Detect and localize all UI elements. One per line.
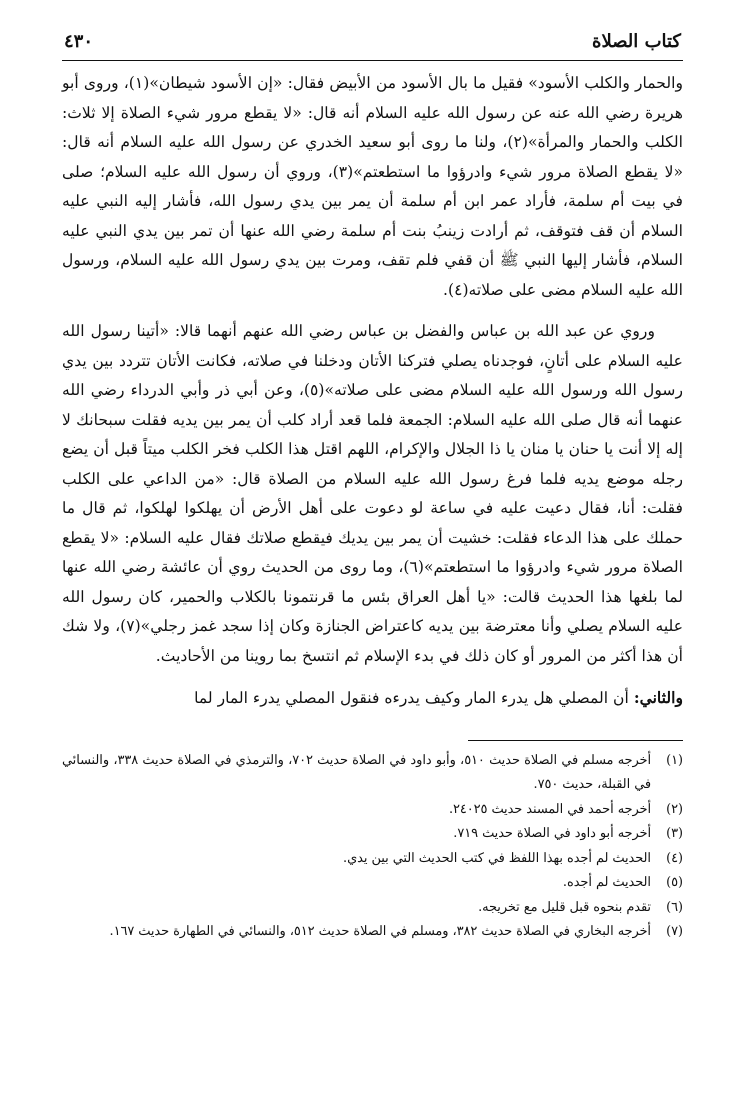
footnote-number: (١) — [666, 752, 683, 768]
book-title: كتاب الصلاة — [592, 31, 681, 52]
footnote — [62, 920, 683, 945]
footnote — [62, 798, 683, 823]
footnote-text: الحديث لم أجده. — [562, 875, 651, 890]
footnote-number: (٥) — [666, 875, 683, 890]
footnote-number: (٢) — [666, 801, 683, 817]
footnote — [62, 896, 683, 921]
footnote-text: الحديث لم أجده بهذا اللفظ في كتب الحديث التي بين يدي. — [343, 850, 651, 866]
running-head — [62, 30, 683, 61]
footnote-text: تقدم بنحوه قبل قليل مع تخريجه. — [478, 899, 651, 915]
footnote — [62, 822, 683, 847]
footnote-text: أخرجه مسلم في الصلاة حديث ٥١٠، وأبو داود في الصلاة حديث ٧٠٢، والترمذي في الصلاة حديث ٣٣٨، والنسائي في القبلة، حديث ٧٥٠. — [62, 752, 651, 792]
footnote-number: (٧) — [666, 924, 683, 939]
footnote-separator — [468, 740, 683, 741]
paragraph: والحمار والكلب الأسود» فقيل ما بال الأسود من الأبيض فقال: «إن الأسود شيطان»(١)، وروى أبو هريرة رضي الله عنه عن رسول الله عليه السلام أنه قال: «لا يقطع مرور شيء الصلاة إلا ثلاث: الكلب والحمار والمرأة»(٢)، ولنا ما روى أبو سعيد الخدري عن رسول الله عليه السلام أنه قال: «لا يقطع الصلاة مرور شيء وادرؤوا ما استطعتم»(٣)، وروي أن رسول الله عليه السلام؛ صلى في بيت أم سلمة، فأراد عمر ابن أم سلمة أن يمر بين يدي رسول الله، فأشار إليه النبي عليه السلام أن قف فتوقف، ثم أرادت زينبُ بنت أم سلمة رضي الله عنها أن تمر بين يدي النبي عليه السلام، فأشار إليها النبي ﷺ أن قفي فلم تقف، ومرت بين يدي رسول الله عليه السلام، ورسول الله عليه السلام مضى على صلاته(٤). — [62, 74, 683, 299]
paragraph: وروي عن عبد الله بن عباس والفضل بن عباس رضي الله عنهم أنهما قالا: «أتينا رسول الله عليه السلام على أتانٍ، فوجدناه يصلي فتركنا الأتان ودخلنا في صلاته، فكانت الأتان تتردد بين يدي رسول الله ورسول الله عليه السلام مضى على صلاته»(٥)، وعن أبي ذر وأبي الدرداء رضي الله عنهما أنه قال صلى الله عليه السلام: الجمعة فلما قعد أراد كلب أن يمر بين يديه فقلت سبحانك لا إله إلا أنت يا حنان يا منان يا ذا الجلال والإكرام، اللهم اقتل هذا الكلب فخر الكلب ميتاً قبل أن يضع رجله موضع يديه فلما فرغ رسول الله عليه السلام من الصلاة قال: «من الداعي على الكلب فقلت: أنا، فقال دعيت عليه في ساعة لو دعوت على أهل الأرض أن يهلكوا لهلكوا، ثم قال ما حملك على هذا الدعاء فقلت: خشيت أن يمر بين يديك فيقطع صلاتك فقال عليه السلام: «لا يقطع الصلاة مرور شيء وادرؤوا ما استطعتم»(٦)، وما روى من الحديث روي أن عائشة رضي الله عنها لما بلغها هذا الحديث قالت: «يا أهل العراق بئس ما قرنتمونا بالكلاب والحمير، كان رسول الله عليه السلام يصلي وأنا معترضة بين يديه كاعتراض الجنازة وكان إذا سجد غمز رجلي»(٧)، ولا شك أن هذا أكثر من المرور أو كان ذلك في بدء الإسلام ثم انتسخ بما روينا من الأحاديث. — [62, 322, 683, 665]
footnote — [62, 749, 683, 798]
footnote — [62, 847, 683, 872]
footnote-text: أخرجه أبو داود في الصلاة حديث ٧١٩. — [453, 826, 651, 841]
main-text — [62, 69, 683, 714]
footnote-number: (٦) — [666, 899, 683, 915]
lead-term: والثاني: — [633, 688, 683, 707]
footnotes — [62, 749, 683, 945]
footnote-text: أخرجه البخاري في الصلاة حديث ٣٨٢، ومسلم في الصلاة حديث ٥١٢، والنسائي في الطهارة حديث ١٦٧. — [109, 924, 651, 939]
page-number: ٤٣٠ — [64, 31, 94, 52]
footnote-number: (٣) — [666, 826, 683, 841]
footnote-number: (٤) — [666, 850, 683, 866]
footnote — [62, 871, 683, 896]
paragraph-text: أن المصلي هل يدرء المار وكيف يدرءه فنقول المصلي يدرء المار لما — [194, 689, 629, 707]
paragraph — [62, 683, 683, 714]
footnote-text: أخرجه أحمد في المسند حديث ٢٤٠٢٥. — [448, 801, 651, 817]
